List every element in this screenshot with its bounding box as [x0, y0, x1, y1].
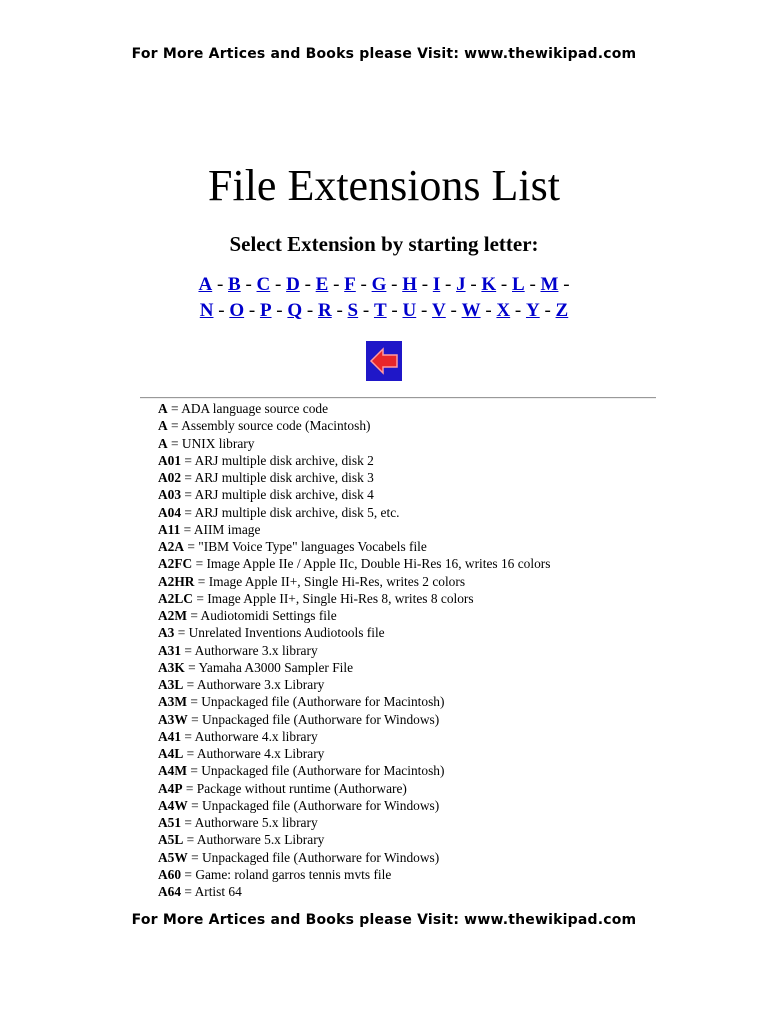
- extension-entry: [158, 555, 550, 572]
- extension-code: A2FC: [158, 556, 193, 572]
- extension-description: Authorware 3.x library: [194, 642, 318, 658]
- letter-link-c[interactable]: C: [256, 274, 271, 295]
- extension-entry: [158, 538, 550, 555]
- letter-link-e[interactable]: E: [315, 274, 329, 295]
- letter-link-k[interactable]: K: [481, 274, 497, 295]
- equals-sign: =: [187, 711, 203, 727]
- extension-code: A64: [158, 884, 182, 899]
- extension-description: Assembly source code (Macintosh): [181, 418, 371, 434]
- equals-sign: =: [187, 797, 203, 813]
- letter-link-o[interactable]: O: [229, 300, 245, 321]
- letter-link-f[interactable]: F: [344, 274, 356, 295]
- extension-entry: [158, 659, 550, 676]
- extension-list: [158, 400, 550, 900]
- equals-sign: =: [187, 763, 202, 779]
- equals-sign: =: [183, 746, 197, 761]
- extension-description: ARJ multiple disk archive, disk 5, etc.: [194, 504, 400, 520]
- footer-banner: For More Artices and Books please Visit: www.thewikipad.com: [131, 912, 637, 928]
- extension-entry: [158, 780, 550, 797]
- letter-link-b[interactable]: B: [228, 274, 241, 295]
- equals-sign: =: [181, 884, 195, 899]
- extension-code: A01: [158, 452, 182, 468]
- equals-sign: =: [183, 677, 197, 692]
- extension-description: ARJ multiple disk archive, disk 2: [194, 452, 374, 468]
- extension-code: A3W: [158, 711, 188, 727]
- extension-code: A02: [158, 470, 182, 485]
- letter-selector-heading: Select Extension by starting letter:: [229, 232, 539, 256]
- extension-entry: [158, 521, 550, 538]
- extension-code: A2A: [158, 539, 185, 554]
- extension-code: A: [158, 435, 168, 451]
- equals-sign: =: [187, 694, 202, 710]
- extension-description: Unpackaged file (Authorware for Windows): [202, 711, 440, 727]
- equals-sign: =: [192, 556, 207, 572]
- extension-description: Audiotomidi Settings file: [200, 608, 337, 623]
- letter-link-i[interactable]: I: [432, 274, 441, 295]
- extension-description: Image Apple II+, Single Hi-Res 8, writes 8 colors: [207, 590, 474, 606]
- letter-link-t[interactable]: T: [373, 300, 387, 321]
- equals-sign: =: [181, 642, 195, 658]
- letter-separator: -: [358, 300, 374, 321]
- extension-entry: [158, 728, 550, 745]
- extension-code: A11: [158, 521, 181, 537]
- equals-sign: =: [167, 418, 182, 434]
- extension-description: Package without runtime (Authorware): [196, 780, 407, 796]
- equals-sign: =: [181, 470, 195, 485]
- letter-separator: -: [270, 274, 287, 295]
- extension-entry: [158, 504, 550, 521]
- extension-entry: [158, 883, 550, 900]
- equals-sign: =: [180, 521, 194, 537]
- letter-separator: -: [524, 274, 541, 295]
- letter-separator: -: [496, 274, 512, 295]
- letter-separator: -: [417, 274, 433, 295]
- extension-entry: [158, 745, 550, 762]
- extension-code: A3: [158, 625, 175, 641]
- extension-code: A5W: [158, 849, 188, 865]
- letter-link-z[interactable]: Z: [555, 300, 569, 321]
- letter-separator: -: [331, 300, 348, 321]
- extension-code: A4P: [158, 780, 183, 796]
- extension-code: A51: [158, 815, 182, 830]
- letter-index-row-2: [0, 300, 768, 322]
- letter-separator: -: [302, 300, 318, 321]
- letter-separator: -: [328, 274, 345, 295]
- equals-sign: =: [181, 487, 195, 503]
- equals-sign: =: [182, 780, 197, 796]
- extension-entry: [158, 866, 550, 883]
- left-arrow-icon: [366, 341, 402, 381]
- letter-link-j[interactable]: J: [456, 274, 466, 295]
- extension-entry: [158, 435, 550, 452]
- extension-description: Unrelated Inventions Audiotools file: [188, 625, 385, 641]
- extension-description: ADA language source code: [181, 401, 329, 416]
- extension-description: Image Apple IIe / Apple IIc, Double Hi-Res 16, writes 16 colors: [206, 556, 551, 572]
- letter-link-s[interactable]: S: [347, 300, 359, 321]
- extension-description: Authorware 4.x library: [194, 728, 318, 744]
- extension-description: Authorware 5.x library: [194, 815, 318, 830]
- extension-description: AIIM image: [193, 521, 261, 537]
- equals-sign: =: [181, 815, 195, 830]
- extension-code: A04: [158, 504, 182, 520]
- letter-separator: -: [212, 274, 229, 295]
- extension-description: Game: roland garros tennis mvts file: [195, 866, 392, 882]
- extension-code: A3M: [158, 694, 188, 710]
- letter-separator: -: [480, 300, 497, 321]
- extension-description: ARJ multiple disk archive, disk 3: [194, 470, 374, 485]
- header-banner: For More Artices and Books please Visit: www.thewikipad.com: [131, 46, 637, 62]
- letter-separator: -: [539, 300, 556, 321]
- extension-description: Unpackaged file (Authorware for Macintosh): [201, 694, 445, 710]
- letter-link-r[interactable]: R: [317, 300, 332, 321]
- extension-code: A5L: [158, 832, 184, 848]
- letter-link-a[interactable]: A: [198, 274, 213, 295]
- extension-entry: [158, 797, 550, 814]
- letter-separator: -: [299, 274, 316, 295]
- letter-link-l[interactable]: L: [512, 274, 525, 295]
- equals-sign: =: [184, 539, 199, 554]
- letter-link-q[interactable]: Q: [287, 300, 303, 321]
- extension-description: Authorware 3.x Library: [196, 677, 325, 692]
- letter-link-d[interactable]: D: [286, 274, 300, 295]
- letter-separator: -: [271, 300, 288, 321]
- extension-entry: [158, 831, 550, 848]
- equals-sign: =: [194, 573, 209, 589]
- equals-sign: =: [174, 625, 189, 641]
- letter-separator: -: [244, 300, 260, 321]
- equals-sign: =: [187, 608, 201, 623]
- extension-code: A4M: [158, 763, 188, 779]
- letter-link-m[interactable]: M: [540, 274, 559, 295]
- extension-entry: [158, 814, 550, 831]
- extension-description: ARJ multiple disk archive, disk 4: [194, 487, 374, 503]
- extension-code: A2LC: [158, 590, 193, 606]
- extension-entry: [158, 400, 550, 417]
- extension-description: UNIX library: [181, 435, 255, 451]
- extension-description: Unpackaged file (Authorware for Macintosh): [201, 763, 445, 779]
- extension-description: Authorware 4.x Library: [196, 746, 325, 761]
- extension-code: A: [158, 418, 168, 434]
- equals-sign: =: [181, 504, 195, 520]
- letter-link-h[interactable]: H: [402, 274, 417, 295]
- extension-description: Artist 64: [194, 884, 242, 899]
- extension-entry: [158, 642, 550, 659]
- extension-description: Yamaha A3000 Sampler File: [198, 659, 354, 675]
- extension-entry: [158, 624, 550, 641]
- extension-entry: [158, 486, 550, 503]
- extension-description: Unpackaged file (Authorware for Windows): [202, 849, 440, 865]
- extension-code: A: [158, 401, 168, 416]
- letter-separator: -: [355, 274, 372, 295]
- letter-index-row-1: [0, 274, 768, 296]
- extension-description: Image Apple II+, Single Hi-Res, writes 2 colors: [208, 573, 466, 589]
- equals-sign: =: [183, 832, 197, 848]
- extension-code: A41: [158, 728, 182, 744]
- extension-entry: [158, 417, 550, 434]
- horizontal-divider: [140, 397, 656, 399]
- letter-link-n[interactable]: N: [199, 300, 214, 321]
- letter-separator: -: [465, 274, 482, 295]
- extension-description: "IBM Voice Type" languages Vocabels file: [198, 539, 427, 554]
- letter-separator: -: [416, 300, 433, 321]
- letter-link-w[interactable]: W: [461, 300, 481, 321]
- extension-code: A4W: [158, 797, 188, 813]
- extension-code: A03: [158, 487, 182, 503]
- extension-code: A60: [158, 866, 182, 882]
- extension-code: A3L: [158, 677, 184, 692]
- letter-separator: -: [440, 274, 457, 295]
- equals-sign: =: [181, 728, 195, 744]
- letter-separator: -: [240, 274, 257, 295]
- extension-entry: [158, 469, 550, 486]
- equals-sign: =: [192, 590, 208, 606]
- letter-separator: -: [510, 300, 526, 321]
- letter-separator: -: [445, 300, 462, 321]
- extension-code: A2M: [158, 608, 188, 623]
- extension-entry: [158, 849, 550, 866]
- extension-entry: [158, 607, 550, 624]
- extension-entry: [158, 693, 550, 710]
- letter-link-v[interactable]: V: [432, 300, 446, 321]
- letter-link-x[interactable]: X: [496, 300, 511, 321]
- extension-entry: [158, 573, 550, 590]
- equals-sign: =: [184, 659, 199, 675]
- letter-link-u[interactable]: U: [402, 300, 417, 321]
- equals-sign: =: [167, 435, 182, 451]
- equals-sign: =: [181, 866, 196, 882]
- equals-sign: =: [187, 849, 203, 865]
- extension-code: A4L: [158, 746, 184, 761]
- extension-description: Unpackaged file (Authorware for Windows): [202, 797, 440, 813]
- letter-separator: -: [386, 274, 403, 295]
- extension-entry: [158, 711, 550, 728]
- extension-description: Authorware 5.x Library: [196, 832, 325, 848]
- letter-link-y[interactable]: Y: [525, 300, 540, 321]
- letter-link-p[interactable]: P: [259, 300, 272, 321]
- back-button[interactable]: [366, 341, 402, 381]
- extension-entry: [158, 452, 550, 469]
- extension-entry: [158, 676, 550, 693]
- extension-entry: [158, 590, 550, 607]
- extension-entry: [158, 762, 550, 779]
- extension-code: A3K: [158, 659, 185, 675]
- letter-separator: -: [386, 300, 403, 321]
- page-title: File Extensions List: [208, 161, 560, 210]
- letter-separator: -: [558, 274, 570, 295]
- equals-sign: =: [167, 401, 182, 416]
- letter-link-g[interactable]: G: [371, 274, 387, 295]
- extension-code: A2HR: [158, 573, 195, 589]
- extension-code: A31: [158, 642, 182, 658]
- equals-sign: =: [181, 452, 195, 468]
- letter-separator: -: [213, 300, 230, 321]
